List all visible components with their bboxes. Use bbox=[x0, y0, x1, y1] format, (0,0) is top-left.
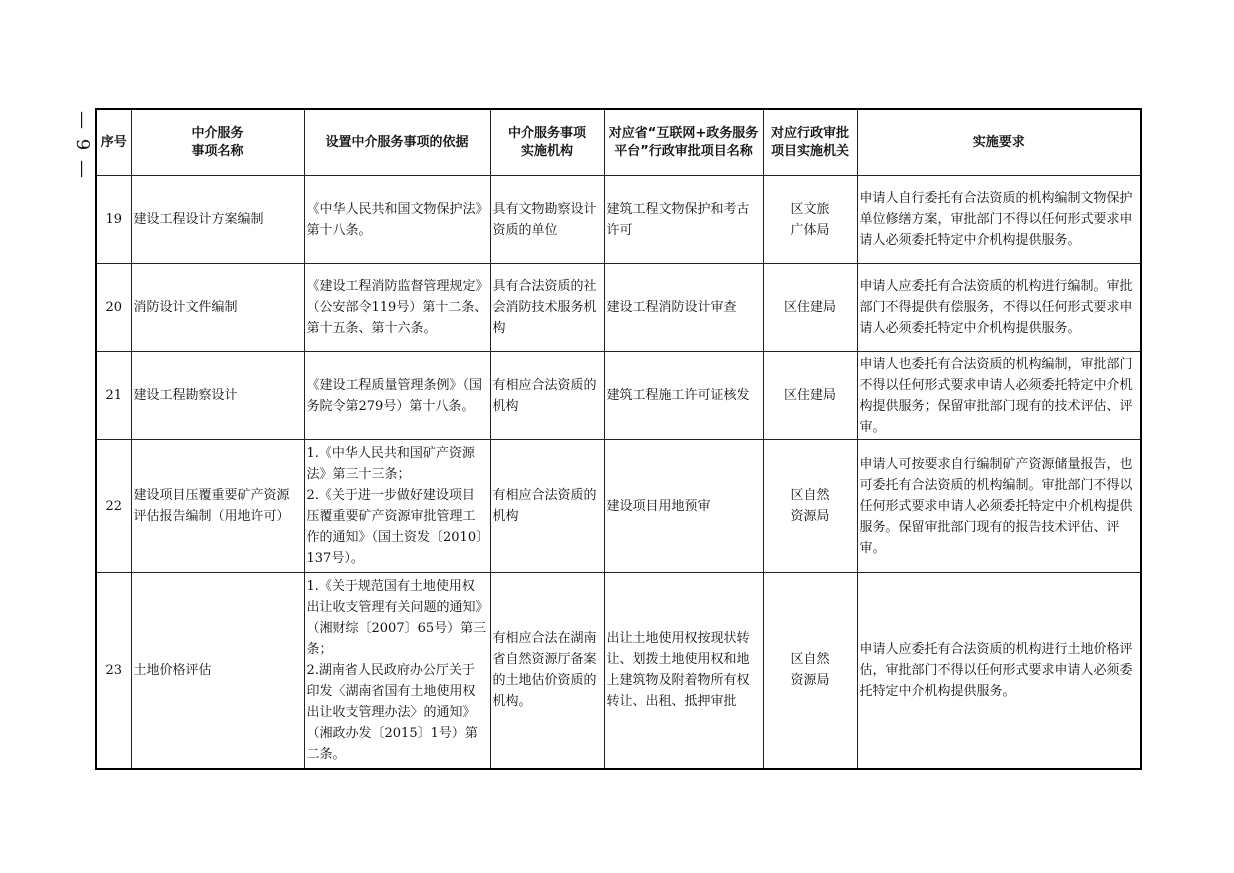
cell-requirement: 申请人应委托有合法资质的机构进行土地价格评估，审批部门不得以任何形式要求申请人必须委托特定中介机构提供服务。 bbox=[857, 573, 1141, 769]
cell-authority: 区文旅 广体局 bbox=[763, 176, 857, 264]
table-row bbox=[96, 176, 1141, 264]
table-row bbox=[96, 440, 1141, 573]
cell-authority: 区自然 资源局 bbox=[763, 573, 857, 769]
cell-agency: 有相应合法在湖南省自然资源厅备案的土地估价资质的机构。 bbox=[490, 573, 604, 769]
cell-service-name: 建设项目压覆重要矿产资源评估报告编制（用地许可） bbox=[131, 440, 304, 573]
cell-basis: 1.《关于规范国有土地使用权出让收支管理有关问题的通知》（湘财综〔2007〕65号）第三条； 2.湖南省人民政府办公厅关于印发〈湖南省国有土地使用权出让收支管理办法〉的通知》（湘政办发〔2015〕1号）第二条。 bbox=[304, 573, 490, 769]
cell-service-name: 消防设计文件编制 bbox=[131, 264, 304, 352]
cell-requirement: 申请人可按要求自行编制矿产资源储量报告，也可委托有合法资质的机构编制。审批部门不得以任何形式要求申请人必须委托特定中介机构提供服务。保留审批部门现有的报告技术评估、评审。 bbox=[857, 440, 1141, 573]
intermediary-services-table bbox=[95, 108, 1142, 770]
cell-service-name: 建设工程设计方案编制 bbox=[131, 176, 304, 264]
table-row bbox=[96, 573, 1141, 769]
cell-no: 23 bbox=[96, 573, 131, 769]
cell-agency: 有相应合法资质的机构 bbox=[490, 352, 604, 440]
cell-agency: 有相应合法资质的机构 bbox=[490, 440, 604, 573]
cell-approval-project: 建筑工程文物保护和考古许可 bbox=[604, 176, 763, 264]
page-number-text: — 9 — bbox=[71, 110, 93, 180]
cell-no: 19 bbox=[96, 176, 131, 264]
table-row bbox=[96, 264, 1141, 352]
header-service-name: 中介服务 事项名称 bbox=[131, 109, 304, 176]
header-approval-project: 对应省“互联网+政务服务平台”行政审批项目名称 bbox=[604, 109, 763, 176]
header-no: 序号 bbox=[96, 109, 131, 176]
cell-authority: 区住建局 bbox=[763, 264, 857, 352]
cell-authority: 区自然 资源局 bbox=[763, 440, 857, 573]
table-row bbox=[96, 352, 1141, 440]
cell-no: 20 bbox=[96, 264, 131, 352]
cell-approval-project: 出让土地使用权按现状转让、划拨土地使用权和地上建筑物及附着物所有权转让、出租、抵押审批 bbox=[604, 573, 763, 769]
cell-approval-project: 建设工程消防设计审查 bbox=[604, 264, 763, 352]
cell-no: 22 bbox=[96, 440, 131, 573]
cell-service-name: 土地价格评估 bbox=[131, 573, 304, 769]
cell-agency: 具有文物勘察设计资质的单位 bbox=[490, 176, 604, 264]
cell-basis: 《建设工程质量管理条例》（国务院令第279号）第十八条。 bbox=[304, 352, 490, 440]
header-agency: 中介服务事项 实施机构 bbox=[490, 109, 604, 176]
cell-basis: 1.《中华人民共和国矿产资源法》第三十三条； 2.《关于进一步做好建设项目压覆重要矿产资源审批管理工作的通知》（国土资发〔2010〕137号）。 bbox=[304, 440, 490, 573]
cell-service-name: 建设工程勘察设计 bbox=[131, 352, 304, 440]
page-number bbox=[72, 100, 92, 190]
cell-no: 21 bbox=[96, 352, 131, 440]
table-header-row bbox=[96, 109, 1141, 176]
cell-requirement: 申请人也委托有合法资质的机构编制，审批部门不得以任何形式要求申请人必须委托特定中介机构提供服务；保留审批部门现有的技术评估、评审。 bbox=[857, 352, 1141, 440]
cell-requirement: 申请人自行委托有合法资质的机构编制文物保护单位修缮方案，审批部门不得以任何形式要求申请人必须委托特定中介机构提供服务。 bbox=[857, 176, 1141, 264]
cell-basis: 《建设工程消防监督管理规定》（公安部令119号）第十二条、第十五条、第十六条。 bbox=[304, 264, 490, 352]
cell-approval-project: 建筑工程施工许可证核发 bbox=[604, 352, 763, 440]
cell-basis: 《中华人民共和国文物保护法》第十八条。 bbox=[304, 176, 490, 264]
header-basis: 设置中介服务事项的依据 bbox=[304, 109, 490, 176]
cell-approval-project: 建设项目用地预审 bbox=[604, 440, 763, 573]
cell-agency: 具有合法资质的社会消防技术服务机构 bbox=[490, 264, 604, 352]
header-requirement: 实施要求 bbox=[857, 109, 1141, 176]
header-authority: 对应行政审批项目实施机关 bbox=[763, 109, 857, 176]
cell-requirement: 申请人应委托有合法资质的机构进行编制。审批部门不得提供有偿服务，不得以任何形式要求申请人必须委托特定中介机构提供服务。 bbox=[857, 264, 1141, 352]
cell-authority: 区住建局 bbox=[763, 352, 857, 440]
